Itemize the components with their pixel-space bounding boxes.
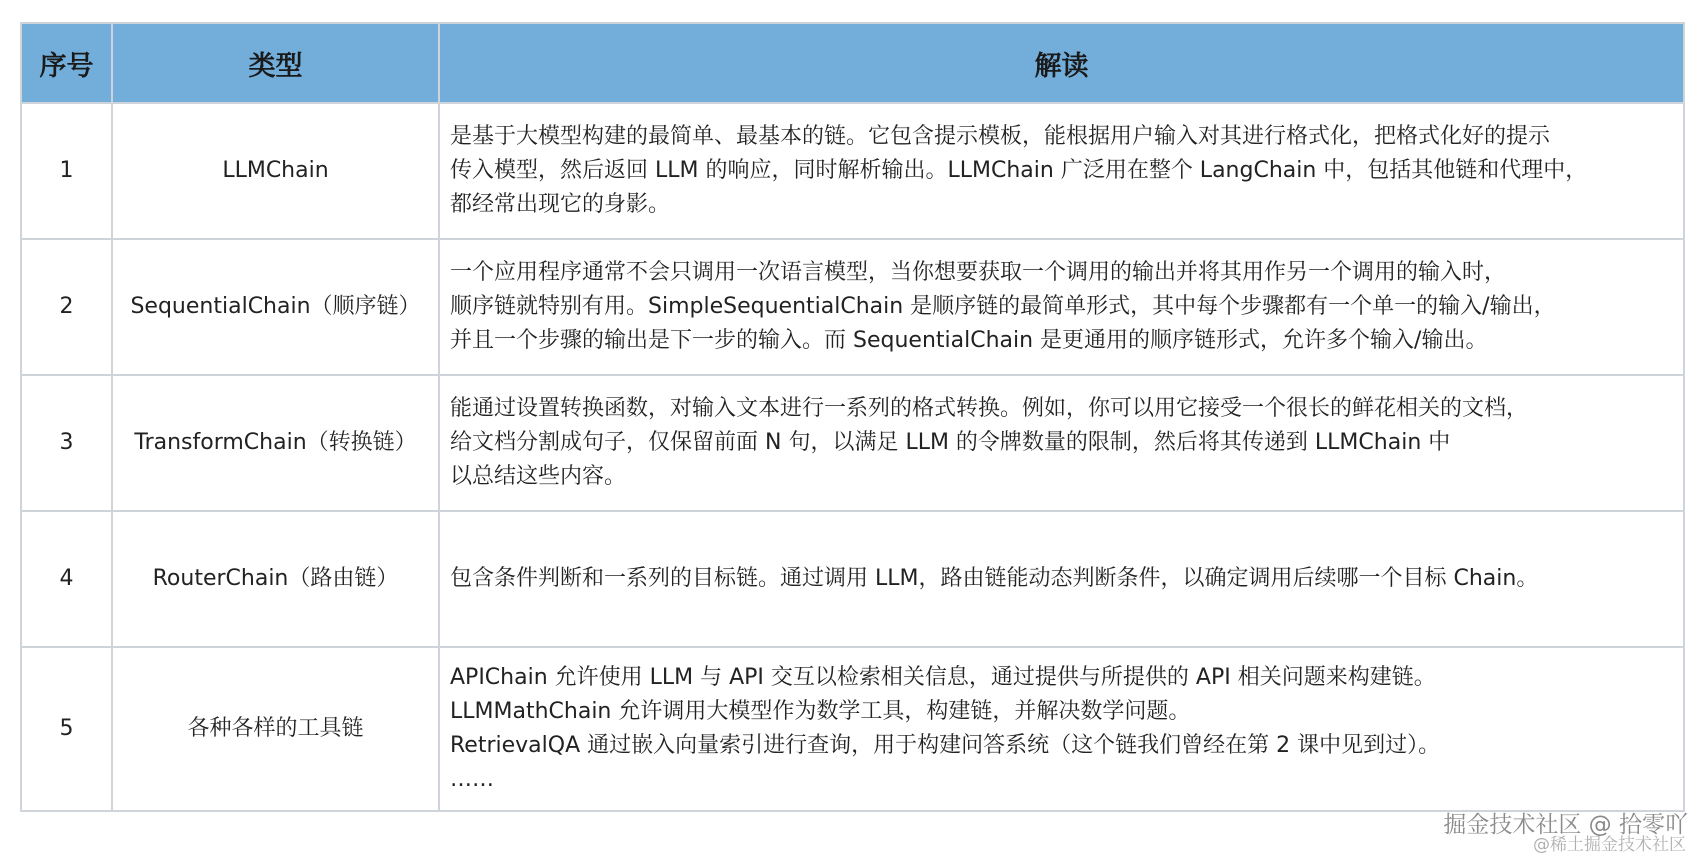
- description-line: 以总结这些内容。: [450, 464, 627, 489]
- description-line: 给文档分割成句子，仅保留前面 N 句，以满足 LLM 的令牌数量的限制，然后将其传递到 LLMChain 中: [450, 430, 1451, 455]
- description-line: 顺序链就特别有用。SimpleSequentialChain 是顺序链的最简单形式，其中每个步骤都有一个单一的输入/输出，: [450, 294, 1556, 319]
- row-index: 1: [21, 103, 112, 239]
- description-line: 传入模型，然后返回 LLM 的响应，同时解析输出。LLMChain 广泛用在整个 LangChain 中，包括其他链和代理中，: [450, 158, 1588, 183]
- table-row: [21, 239, 1684, 375]
- row-type: SequentialChain（顺序链）: [112, 239, 439, 375]
- row-index: 2: [21, 239, 112, 375]
- row-description: [439, 647, 1684, 811]
- table-row: [21, 103, 1684, 239]
- table-header-row: [21, 23, 1684, 103]
- row-index: 3: [21, 375, 112, 511]
- description-line: 能通过设置转换函数，对输入文本进行一系列的格式转换。例如，你可以用它接受一个很长的鲜花相关的文档，: [450, 396, 1529, 421]
- row-type: RouterChain（路由链）: [112, 511, 439, 647]
- description-line: 包含条件判断和一系列的目标链。通过调用 LLM，路由链能动态判断条件，以确定调用后续哪一个目标 Chain。: [450, 566, 1539, 591]
- row-description: [439, 103, 1684, 239]
- description-line: 都经常出现它的身影。: [450, 192, 671, 217]
- description-line: LLMMathChain 允许调用大模型作为数学工具，构建链，并解决数学问题。: [450, 699, 1191, 724]
- description-line: RetrievalQA 通过嵌入向量索引进行查询，用于构建问答系统（这个链我们曾经在第 2 课中见到过）。: [450, 733, 1441, 758]
- header-description: 解读: [439, 23, 1684, 103]
- row-type: LLMChain: [112, 103, 439, 239]
- row-description: [439, 239, 1684, 375]
- header-index: 序号: [21, 23, 112, 103]
- description-line: 并且一个步骤的输出是下一步的输入。而 SequentialChain 是更通用的顺序链形式，允许多个输入/输出。: [450, 328, 1488, 353]
- table-row: [21, 511, 1684, 647]
- chain-types-table: [20, 22, 1685, 812]
- row-type: 各种各样的工具链: [112, 647, 439, 811]
- row-type: TransformChain（转换链）: [112, 375, 439, 511]
- watermark-sub: @稀土掘金技术社区: [1533, 835, 1686, 855]
- watermark: 掘金技术社区 @ 拾零吖: [1443, 812, 1688, 838]
- header-type: 类型: [112, 23, 439, 103]
- table-row: [21, 647, 1684, 811]
- description-line: 是基于大模型构建的最简单、最基本的链。它包含提示模板，能根据用户输入对其进行格式化，把格式化好的提示: [450, 124, 1551, 149]
- description-line: 一个应用程序通常不会只调用一次语言模型，当你想要获取一个调用的输出并将其用作另一个调用的输入时，: [450, 260, 1507, 285]
- table-row: [21, 375, 1684, 511]
- row-description: [439, 375, 1684, 511]
- description-line: APIChain 允许使用 LLM 与 API 交互以检索相关信息，通过提供与所提供的 API 相关问题来构建链。: [450, 665, 1436, 690]
- row-index: 5: [21, 647, 112, 811]
- row-index: 4: [21, 511, 112, 647]
- description-line: ……: [450, 767, 494, 792]
- row-description: [439, 511, 1684, 647]
